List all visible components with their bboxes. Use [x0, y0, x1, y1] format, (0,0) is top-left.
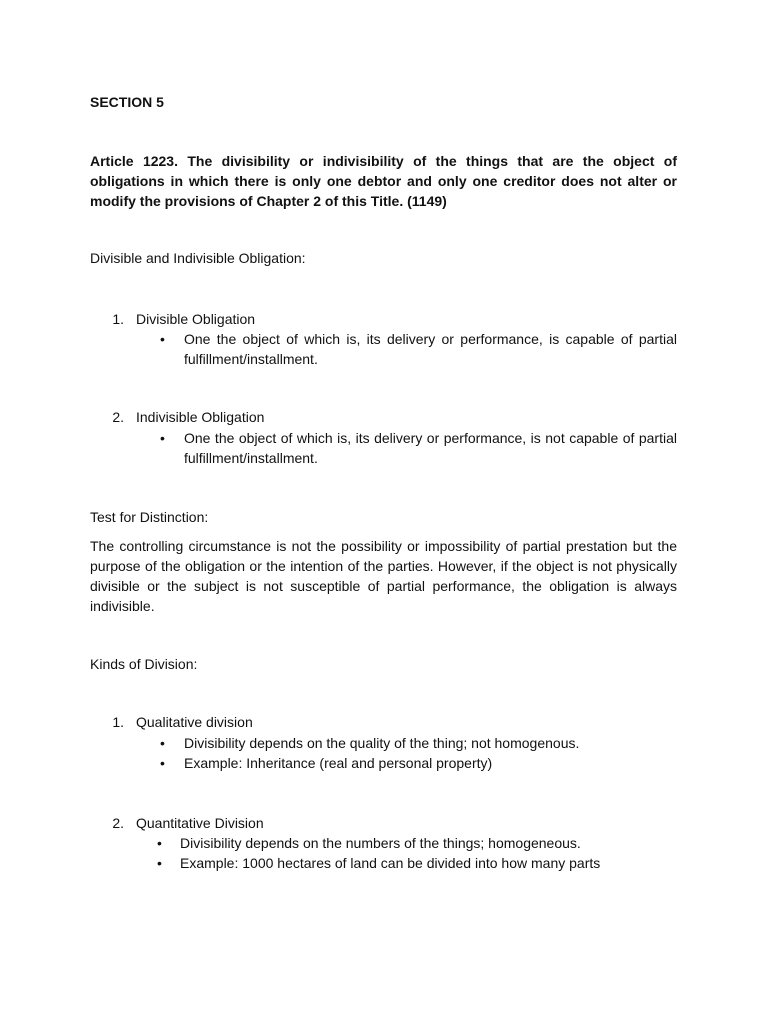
list-number: 2. — [112, 409, 124, 425]
bullet-icon: • — [157, 855, 162, 871]
bullet-icon: • — [160, 735, 165, 751]
list-item-bullet: Divisibility depends on the quality of the thing; not homogenous. — [184, 735, 580, 751]
list-item-bullet: One the object of which is, its delivery or performance, is capable of partial fulfillment/installment. — [184, 331, 677, 367]
article-text: Article 1223. The divisibility or indivisibility of the things that are the object of obligations in which there is only one debtor and only one creditor does not alter or modify the provisions of Chapter 2 of this Title. (1149) — [90, 153, 677, 209]
list-item-bullet: One the object of which is, its delivery or performance, is not capable of partial fulfillment/installment. — [184, 430, 677, 466]
bullet-icon: • — [160, 755, 165, 771]
list-number: 1. — [112, 714, 124, 730]
bullet-icon: • — [160, 430, 165, 446]
list-item-title: Divisible Obligation — [136, 311, 256, 327]
test-heading: Test for Distinction: — [90, 509, 209, 525]
list-item-title: Indivisible Obligation — [136, 409, 265, 425]
bullet-icon: • — [160, 331, 165, 347]
list-item-title: Qualitative division — [136, 714, 253, 730]
list-number: 1. — [112, 311, 124, 327]
list-item-bullet: Divisibility depends on the numbers of the things; homogeneous. — [180, 835, 581, 851]
bullet-icon: • — [157, 835, 162, 851]
list-number: 2. — [112, 815, 124, 831]
test-paragraph: The controlling circumstance is not the possibility or impossibility of partial prestation but the purpose of the obligation or the intention of the parties. However, if the object is not physically divisible or the subject is not susceptible of partial performance, the obligation is always indivisible. — [90, 538, 677, 614]
list-item-bullet: Example: 1000 hectares of land can be divided into how many parts — [180, 855, 601, 871]
kinds-heading: Kinds of Division: — [90, 656, 198, 672]
section-heading: SECTION 5 — [90, 94, 164, 110]
list-item-title: Quantitative Division — [136, 815, 264, 831]
divisible-heading: Divisible and Indivisible Obligation: — [90, 250, 306, 266]
list-item-bullet: Example: Inheritance (real and personal property) — [184, 755, 493, 771]
